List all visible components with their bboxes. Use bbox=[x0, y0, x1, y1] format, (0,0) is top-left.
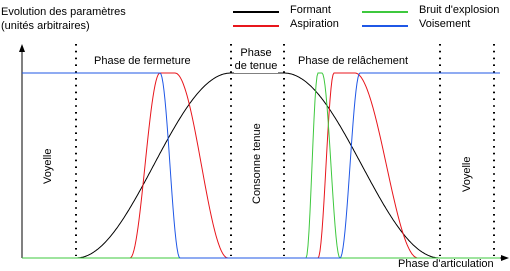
consonne-tenue-label: Consonne tenue bbox=[251, 123, 263, 204]
legend-line-aspiration bbox=[233, 25, 279, 27]
legend-line-voisement bbox=[362, 25, 408, 27]
voyelle-left-label: Voyelle bbox=[42, 148, 54, 184]
y-axis-title-line1: Evolution des paramètres bbox=[1, 6, 126, 18]
phase-relachement-label: Phase de relâchement bbox=[298, 55, 409, 67]
x-axis-arrow-icon bbox=[501, 255, 509, 261]
y-axis-title-line2: (unités arbitraires) bbox=[1, 20, 90, 32]
legend-label-aspiration: Aspiration bbox=[290, 18, 339, 30]
phase-tenue-label: Phase de tenue bbox=[234, 47, 278, 72]
y-axis-arrow-icon bbox=[19, 44, 25, 52]
legend-label-formant: Formant bbox=[290, 4, 331, 16]
legend-line-bruit bbox=[362, 11, 408, 13]
voyelle-right-label: Voyelle bbox=[461, 156, 473, 192]
legend-label-voisement: Voisement bbox=[419, 18, 471, 30]
legend-label-bruit: Bruit d'explosion bbox=[419, 4, 500, 16]
x-axis-title: Phase d'articulation bbox=[398, 258, 494, 270]
legend-line-formant bbox=[233, 11, 279, 13]
phase-fermeture-label: Phase de fermeture bbox=[94, 55, 191, 67]
